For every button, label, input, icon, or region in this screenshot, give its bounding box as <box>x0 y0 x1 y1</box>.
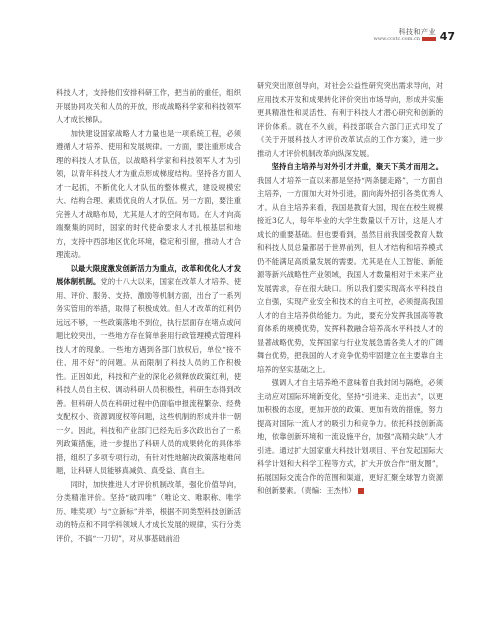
paragraph <box>257 376 443 498</box>
editor-credit: （责编：王杰伟） <box>300 486 356 495</box>
section-heading: 以最大限度激发创新活力为重点，改革和优化人才发展体制机制。 <box>56 263 241 286</box>
paragraph-text: 我国人才培养一直以来都是坚持“两条腿走路”，一方面自主培养，一方面加大对外引进，面向海外招引各类优秀人才。从自主培养来看，我国是教育大国，现在在校生规模接近3亿人，每年毕业的大学生数量以千万计，这是人才成长的重要基础。但也要看到，虽然目前我国受教育人数和科技人员总量都居于世界前列，但人才结构和培养模式仍不能满足高质量发展的需要。尤其是在人工智能、新能源等新兴战略性产业领域，我国人才数量相对于未来产业发展需求，存在很大缺口。所以我们要实现高水平科技自立自强，实现产业安全和技术的自主可控，必须提高我国人才的自主培养供给能力。为此，要充分发挥我国高等教育体系的规模优势，发挥科教融合培养高水平科技人才的显著战略优势，发挥国家与行业发展急需各类人才的广阔舞台优势，把我国的人才竞争优势牢固建立在主要靠自主培养的坚实基础之上。 <box>257 175 443 374</box>
left-column <box>56 86 241 545</box>
right-column <box>257 79 443 498</box>
paragraph: 研究突出原创导向，对社会公益性研究突出需求导向，对应用技术开发和成果转化评价突出市场导向，形成并实施更具精准性和灵活性、有利于科技人才潜心研究和创新的评价体系。就在不久前，科技部联合六部门正式印发了《关于开展科技人才评价改革试点的工作方案》，进一步推动人才评价机制改革向纵深发展。 <box>257 81 443 158</box>
paragraph-text: 强调人才自主培养绝不意味着自我封闭与隔绝，必须主动应对国际环境新变化，坚持“引进来、走出去”，以更加积极的态度，更加开放的政策、更加有效的措施，努力提高对国际一流人才的吸引力和竞争力。依托科技创新高地，依靠创新环境和一流设施平台，加强“高精尖缺”人才引进。通过扩大国家重大科技计划项目、平台发起国际大科学计划和大科学工程等方式，扩大开放合作“朋友圈”，拓展国际交流合作的范围和渠道，更好汇聚全球智力资源和创新要素。 <box>257 378 443 495</box>
magazine-name: 科技和产业 <box>398 28 436 36</box>
red-accent-bar <box>422 37 436 41</box>
magazine-url <box>373 36 436 42</box>
paragraph-text: 党的十八大以来，国家在改革人才培养、使用、评价、服务、支持、激励等机制方面，出台了一系列务实管用的举措，取得了积极成效。但人才改革的红利仍远远不够，一些政策落地不到位，执行层面存在堵点或问题比较突出，一些地方存在简单套用行政管理模式管理科技人才的现象。一些地方遇到各部门放权后，单位“接不住、用不好”的问题。从而限制了科技人员的工作积极性。正因如此，科技和产业的深化必须释放政策红利，使科技人员自主权、调动科研人员积极性，科研生态得到改善。但科研人员在科研过程中仍面临申报流程繁杂、经费支配权小、资源调度权等问题，这些机制的形成并非一朝一夕。因此，科技和产业部门已经先后多次政出台了一系列政策措施，进一步提出了科研人员的成果转化的具体举措，组织了多项专项行动，有针对性地解决政策落地难问题，让科研人员能够真减负、真受益、真自主。 <box>56 277 242 475</box>
section-heading: 坚持自主培养与对外引才并重，聚天下英才而用之。 <box>271 162 443 171</box>
paragraph <box>56 262 241 478</box>
magazine-url-text: www.ccstc.com.cn <box>373 36 420 42</box>
paragraph: 同时，加快推进人才评价机制改革，强化价值导向，分类精准评价。坚持“破四唯”（唯论文、唯职称、唯学历、唯奖项）与“立新标”并举，根据不同类型科技创新活动的特点和不同学科领域人才成长发展的规律，实行分类评价，不搞“一刀切”，对从事基础前沿 <box>56 479 241 543</box>
page-number: 47 <box>439 30 455 43</box>
magazine-masthead <box>373 28 436 42</box>
page-header <box>0 0 496 52</box>
paragraph: 加快建设国家战略人才力量也是一项系统工程，必须遵循人才培养、使用和发展规律。一方面，要注重形成合理的科技人才队伍，以战略科学家和科技领军人才为引领，以青年科技人才为重点形成梯度结构。坚持各方面人才一起抓，不断优化人才队伍的整体模式，建设规模宏大、结构合理、素质优良的人才队伍。另一方面，要注重完善人才战略布局，尤其是人才的空间布局。在人才向高端聚集的同时，国家的时代使命要求人才扎根基层和地方，支持中西部地区优化环境，稳定和引留，推动人才合理流动。 <box>56 128 241 259</box>
end-mark-icon <box>358 488 364 494</box>
paragraph <box>257 160 443 376</box>
paragraph: 科技人才，支持他们安排科研工作，把当前的重任，组织开展协同攻关和人员的开放，形成战略科学家和科技领军人才成长梯队。 <box>56 88 241 124</box>
